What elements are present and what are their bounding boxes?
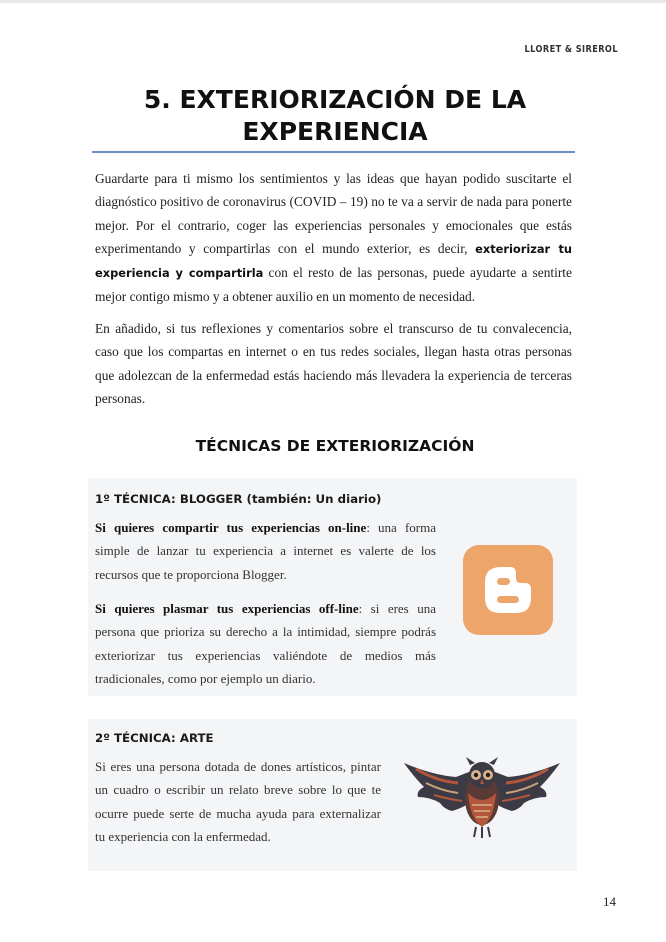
running-header: LLORET & SIREROL	[524, 44, 618, 55]
technique-1-offline	[95, 597, 436, 690]
top-border	[0, 0, 666, 3]
owl-illustration-icon	[396, 747, 568, 841]
technique-2-title: 2º TÉCNICA: ARTE	[95, 731, 214, 745]
technique-1-offline-bold: Si quieres plasmar tus experiencias off-line	[95, 601, 359, 616]
blogger-logo-icon	[463, 545, 553, 635]
technique-1-online-text: : una forma simple de lanzar tu experiencia a internet es valerte de los recursos que te proporciona Blogger.	[95, 520, 437, 582]
page-title-line1: 5. EXTERIORIZACIÓN DE LA	[143, 85, 527, 114]
page-title	[90, 84, 580, 148]
technique-1-online-bold: Si quieres compartir tus experiencias on-line	[95, 520, 367, 535]
intro-paragraph-2: En añadido, si tus reflexiones y comentarios sobre el transcurso de tu convalecencia, caso que los compartas en internet o en tus redes sociales, llegan hasta otras personas que adolezcan de la enfermedad estás haciendo más llevadera la experiencia de terceras personas.	[95, 321, 572, 406]
section-title: TÉCNICAS DE EXTERIORIZACIÓN	[195, 437, 475, 455]
intro-emphasis: exteriorizar tu experiencia y compartirla	[95, 241, 572, 281]
page-title-line2: EXPERIENCIA	[242, 117, 428, 146]
intro-text-b: con el resto de las personas, puede ayudarte a sentirte mejor contigo mismo y a obtener auxilio en un momento de necesidad.	[95, 265, 572, 305]
technique-1-title: 1º TÉCNICA: BLOGGER (también: Un diario)	[95, 492, 382, 506]
intro-paragraph-1	[95, 167, 572, 309]
technique-2-text: Si eres una persona dotada de dones artísticos, pintar un cuadro o escribir un relato breve sobre lo que te ocurre puede serte de mucha ayuda para externalizar tu experiencia con la enfermedad.	[95, 759, 381, 844]
intro-text-a: Guardarte para ti mismo los sentimientos y las ideas que hayan podido suscitarte el diagnóstico positivo de coronavirus (COVID – 19) no te va a servir de nada para ponerte mejor. Por el contrario, coger las experiencias personales y emocionales que estás experimentando y compartirlas con el mundo exterior, es decir,	[95, 171, 572, 256]
technique-1-box	[88, 478, 577, 696]
technique-1-online	[95, 516, 436, 586]
technique-2-box	[88, 719, 577, 871]
title-underline	[92, 151, 575, 153]
technique-1-offline-text: : si eres una persona que prioriza su derecho a la intimidad, siempre podrás exteriorizar tus experiencias valiéndote de medios más tradicionales, como por ejemplo un diario.	[95, 601, 436, 686]
page-number: 14	[603, 894, 616, 909]
